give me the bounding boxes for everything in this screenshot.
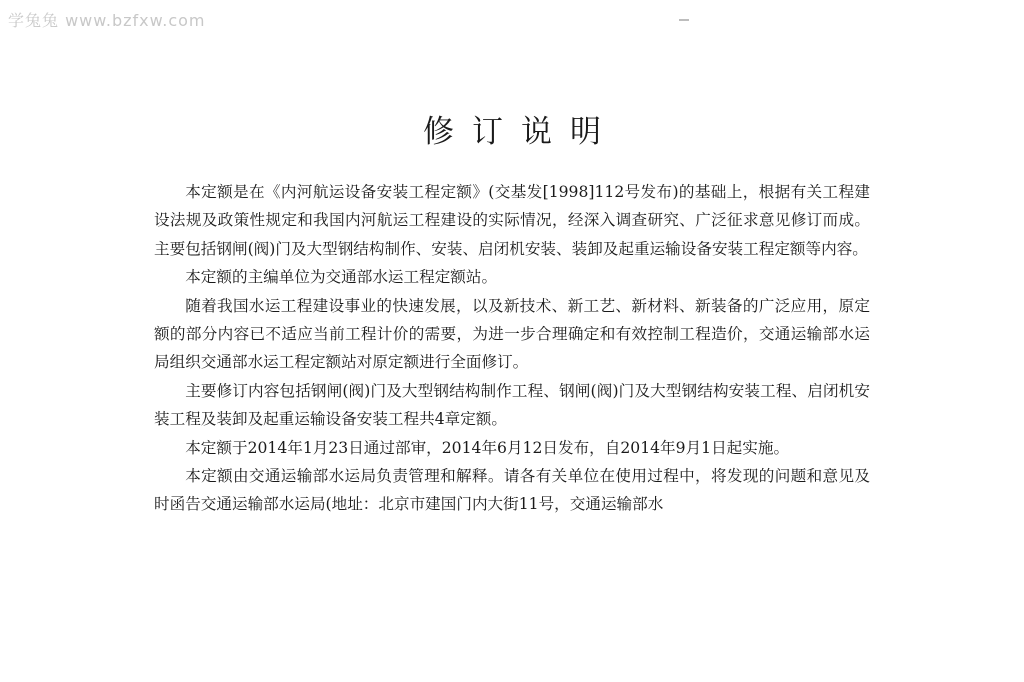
document-body	[154, 178, 870, 519]
paragraph-4: 主要修订内容包括钢闸(阀)门及大型钢结构制作工程、钢闸(阀)门及大型钢结构安装工程、启闭机安装工程及装卸及起重运输设备安装工程共4章定额。	[154, 381, 870, 429]
paragraph-1: 本定额是在《内河航运设备安装工程定额》(交基发[1998]112号发布)的基础上，根据有关工程建设法规及政策性规定和我国内河航运工程建设的实际情况，经深入调查研究、广泛征求意见修订而成。主要包括钢闸(阀)门及大型钢结构制作、安装、启闭机安装、装卸及起重运输设备安装工程定额等内容。	[154, 183, 870, 258]
paragraph-5: 本定额于2014年1月23日通过部审，2014年6月12日发布，自2014年9月1日起实施。	[185, 438, 790, 457]
watermark-text: 学兔兔 www.bzfxw.com	[8, 11, 206, 30]
paragraph-2: 本定额的主编单位为交通部水运工程定额站。	[185, 268, 498, 287]
page-title: 修订说明	[423, 114, 619, 150]
document-page	[154, 0, 870, 682]
paragraph-3: 随着我国水运工程建设事业的快速发展，以及新技术、新工艺、新材料、新装备的广泛应用，原定额的部分内容已不适应当前工程计价的需要，为进一步合理确定和有效控制工程造价，交通运输部水运局组织交通部水运工程定额站对原定额进行全面修订。	[154, 296, 870, 372]
paragraph-6: 本定额由交通运输部水运局负责管理和解释。请各有关单位在使用过程中，将发现的问题和意见及时函告交通运输部水运局(地址：北京市建国门内大街11号，交通运输部水	[154, 467, 870, 514]
